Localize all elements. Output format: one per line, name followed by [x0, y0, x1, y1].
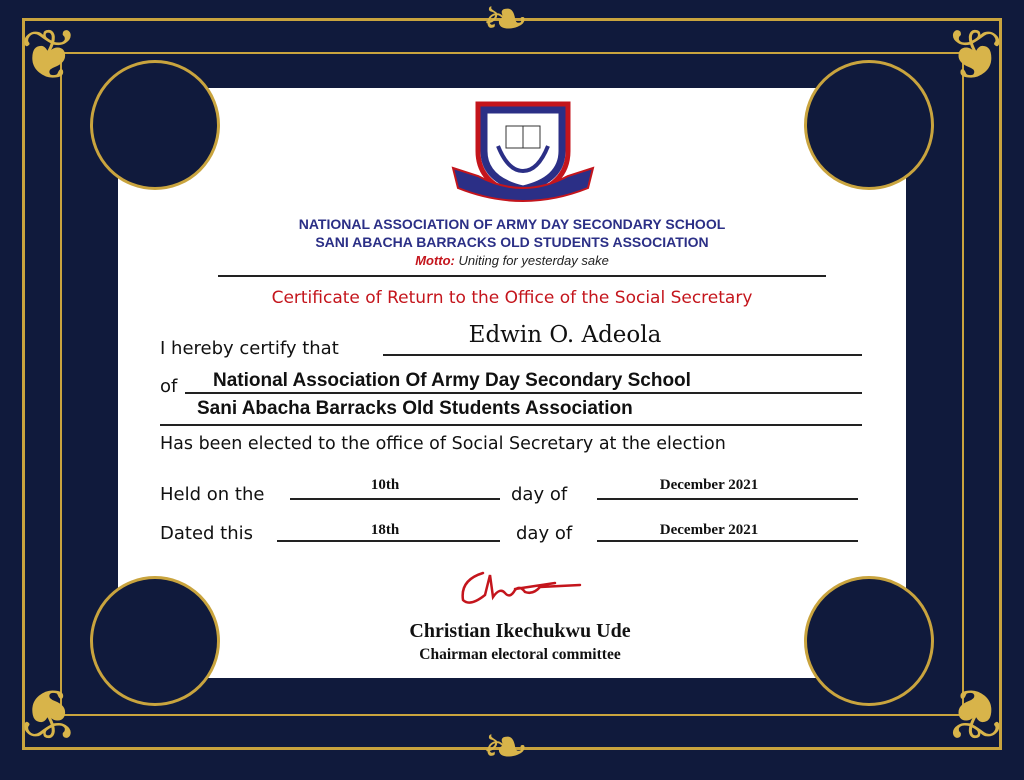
association-name: NATIONAL ASSOCIATION OF ARMY DAY SECONDARY SCHOOL: [298, 216, 726, 232]
dated-label: Dated this: [160, 523, 254, 544]
held-month: December 2021: [659, 477, 759, 493]
dated-day: 18th: [370, 522, 400, 538]
certificate-title: Certificate of Return to the Office of the Social Secretary: [271, 288, 753, 308]
association-logo: [448, 96, 598, 206]
dated-month-line: [597, 540, 858, 542]
motto: [118, 253, 906, 268]
signatory-role: Chairman electoral committee: [419, 646, 621, 663]
organisation-line1: National Association Of Army Day Secondary School: [213, 370, 691, 391]
held-day: 10th: [370, 477, 400, 493]
dated-month: December 2021: [659, 522, 759, 538]
motto-label: Motto:: [415, 253, 455, 268]
flourish-icon: ❧: [482, 0, 529, 52]
flourish-icon: ❦: [20, 14, 79, 96]
certify-label: I hereby certify that: [160, 338, 339, 359]
name-line: [383, 354, 862, 356]
header-divider: [218, 275, 826, 277]
dated-day-line: [277, 540, 500, 542]
of-label: of: [160, 376, 178, 397]
corner-ornament: [90, 576, 220, 706]
organisation-line2: Sani Abacha Barracks Old Students Association: [197, 398, 633, 419]
org-line-1: [185, 392, 862, 394]
motto-text: Uniting for yesterday sake: [458, 253, 609, 268]
dated-day-of-label: day of: [516, 523, 573, 544]
held-day-line: [290, 498, 500, 500]
held-day-of-label: day of: [511, 484, 568, 505]
flourish-icon: ❦: [20, 672, 79, 754]
flourish-icon: ❦: [945, 14, 1004, 96]
corner-ornament: [804, 60, 934, 190]
association-subtitle: SANI ABACHA BARRACKS OLD STUDENTS ASSOCIATION: [315, 234, 709, 250]
corner-ornament: [804, 576, 934, 706]
signatory-name: Christian Ikechukwu Ude: [409, 620, 631, 642]
elected-text: Has been elected to the office of Social Secretary at the election: [160, 434, 726, 454]
held-month-line: [597, 498, 858, 500]
held-label: Held on the: [160, 484, 265, 505]
flourish-icon: ❧: [482, 715, 529, 780]
org-line-2: [160, 424, 862, 426]
signature: [455, 565, 590, 610]
corner-ornament: [90, 60, 220, 190]
flourish-icon: ❦: [945, 672, 1004, 754]
recipient-name: Edwin O. Adeola: [468, 322, 662, 348]
